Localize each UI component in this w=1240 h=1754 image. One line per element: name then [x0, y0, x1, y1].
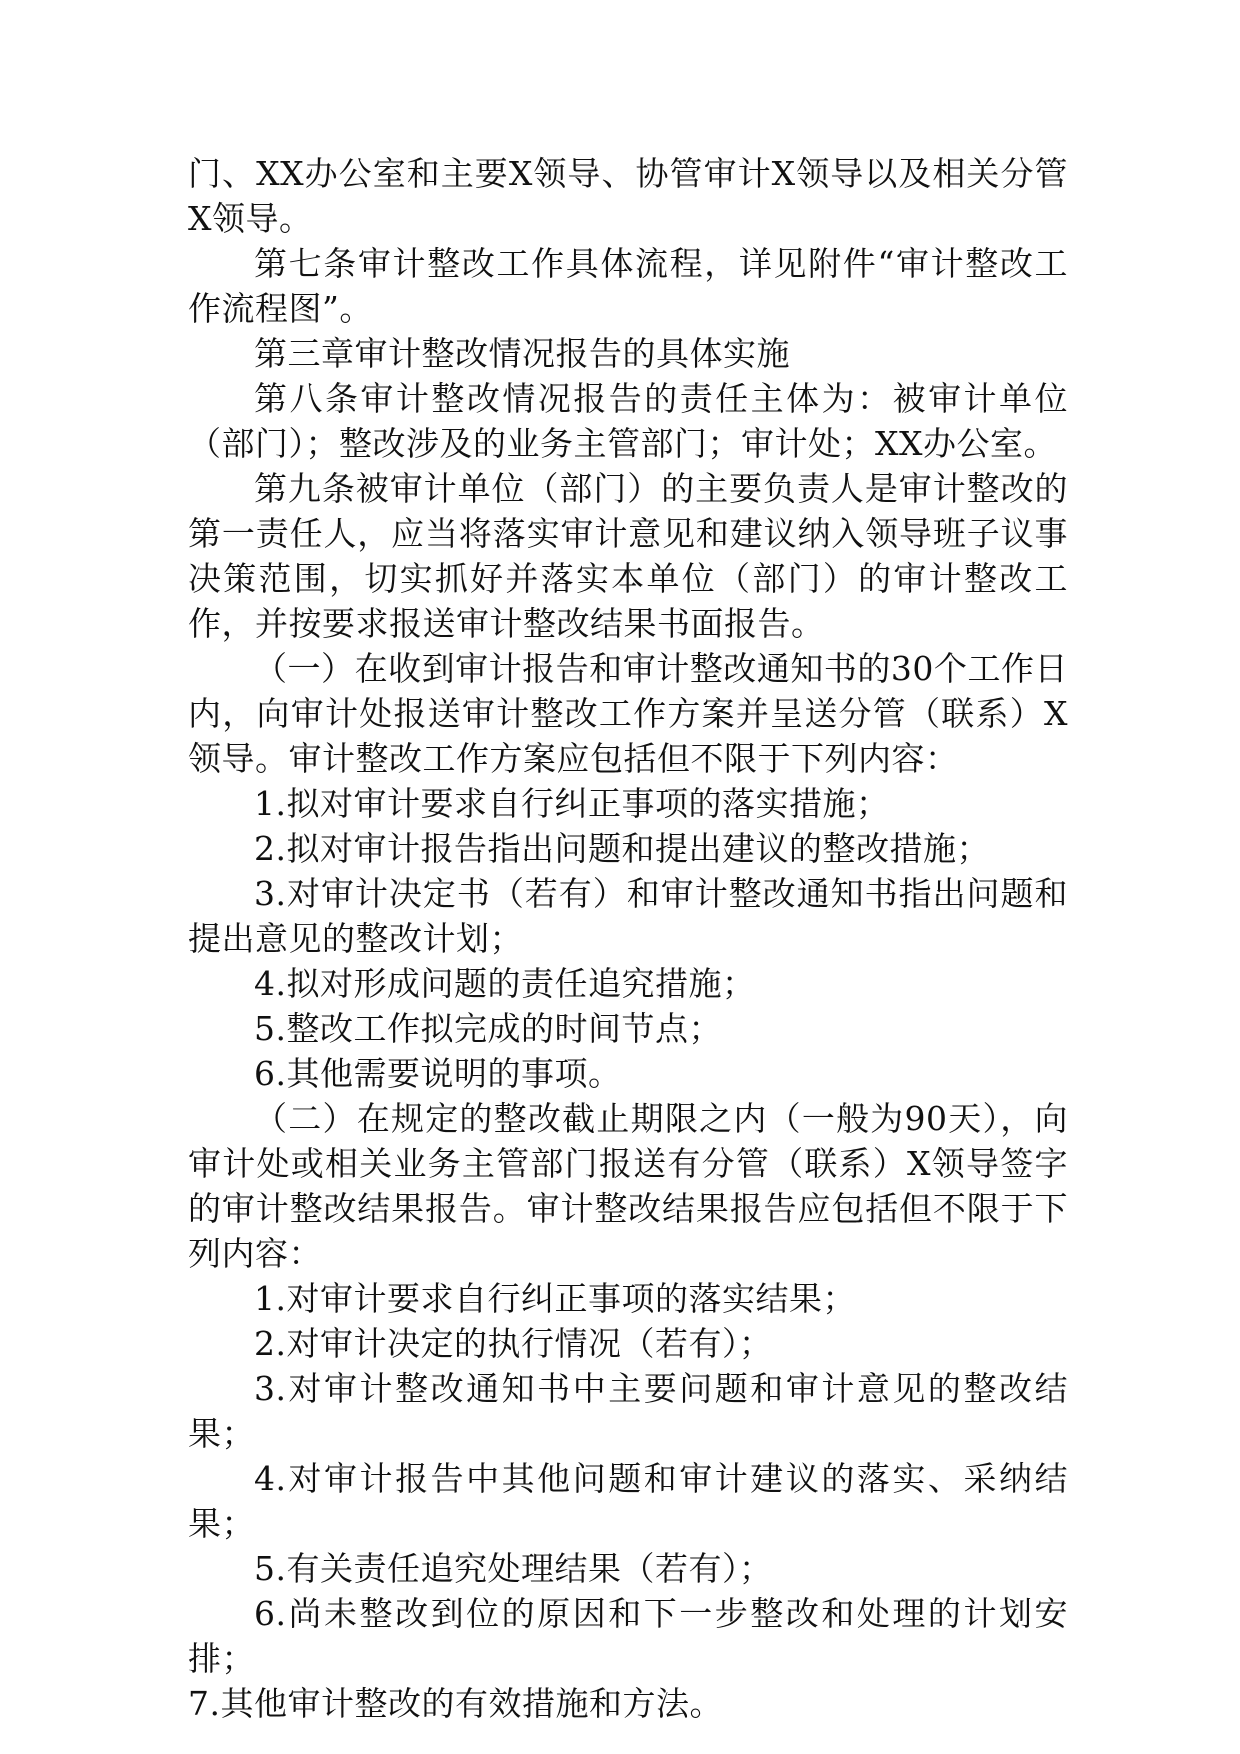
list-item: 7.其他审计整改的有效措施和方法。: [188, 1684, 723, 1723]
paragraph-clause-1: （一）在收到审计报告和审计整改通知书的30个工作日内，向审计处报送审计整改工作方案并呈送分管（联系）X领导。审计整改工作方案应包括但不限于下列内容：: [188, 649, 1068, 778]
paragraph-article-8: 第八条审计整改情况报告的责任主体为：被审计单位（部门）；整改涉及的业务主管部门；审计处；XX办公室。: [188, 379, 1068, 463]
list-item: 1.对审计要求自行纠正事项的落实结果；: [254, 1279, 856, 1318]
document-body: [188, 151, 1068, 1726]
list-item: 3.对审计决定书（若有）和审计整改通知书指出问题和提出意见的整改计划；: [188, 874, 1068, 958]
list-item: 1.拟对审计要求自行纠正事项的落实措施；: [254, 784, 890, 823]
paragraph-continuation: 门、XX办公室和主要X领导、协管审计X领导以及相关分管X领导。: [188, 154, 1068, 238]
chapter-3-heading: 第三章审计整改情况报告的具体实施: [254, 334, 790, 373]
list-item: 6.尚未整改到位的原因和下一步整改和处理的计划安排；: [188, 1594, 1068, 1678]
paragraph-article-9: 第九条被审计单位（部门）的主要负责人是审计整改的第一责任人，应当将落实审计意见和建议纳入领导班子议事决策范围，切实抓好并落实本单位（部门）的审计整改工作，并按要求报送审计整改结果书面报告。: [188, 469, 1068, 643]
list-item: 2.拟对审计报告指出问题和提出建议的整改措施；: [254, 829, 990, 868]
list-item: 2.对审计决定的执行情况（若有）；: [254, 1324, 773, 1363]
list-item: 4.拟对形成问题的责任追究措施；: [254, 964, 756, 1003]
list-item: 5.整改工作拟完成的时间节点；: [254, 1009, 722, 1048]
paragraph-article-7: 第七条审计整改工作具体流程，详见附件“审计整改工作流程图”。: [188, 244, 1068, 328]
list-item: 4.对审计报告中其他问题和审计建议的落实、采纳结果；: [188, 1459, 1068, 1543]
list-item: 6.其他需要说明的事项。: [254, 1054, 622, 1093]
paragraph-clause-2: （二）在规定的整改截止期限之内（一般为90天），向审计处或相关业务主管部门报送有分管（联系）X领导签字的审计整改结果报告。审计整改结果报告应包括但不限于下列内容：: [188, 1099, 1068, 1273]
list-item: 5.有关责任追究处理结果（若有）；: [254, 1549, 773, 1588]
list-item: 3.对审计整改通知书中主要问题和审计意见的整改结果；: [188, 1369, 1068, 1453]
